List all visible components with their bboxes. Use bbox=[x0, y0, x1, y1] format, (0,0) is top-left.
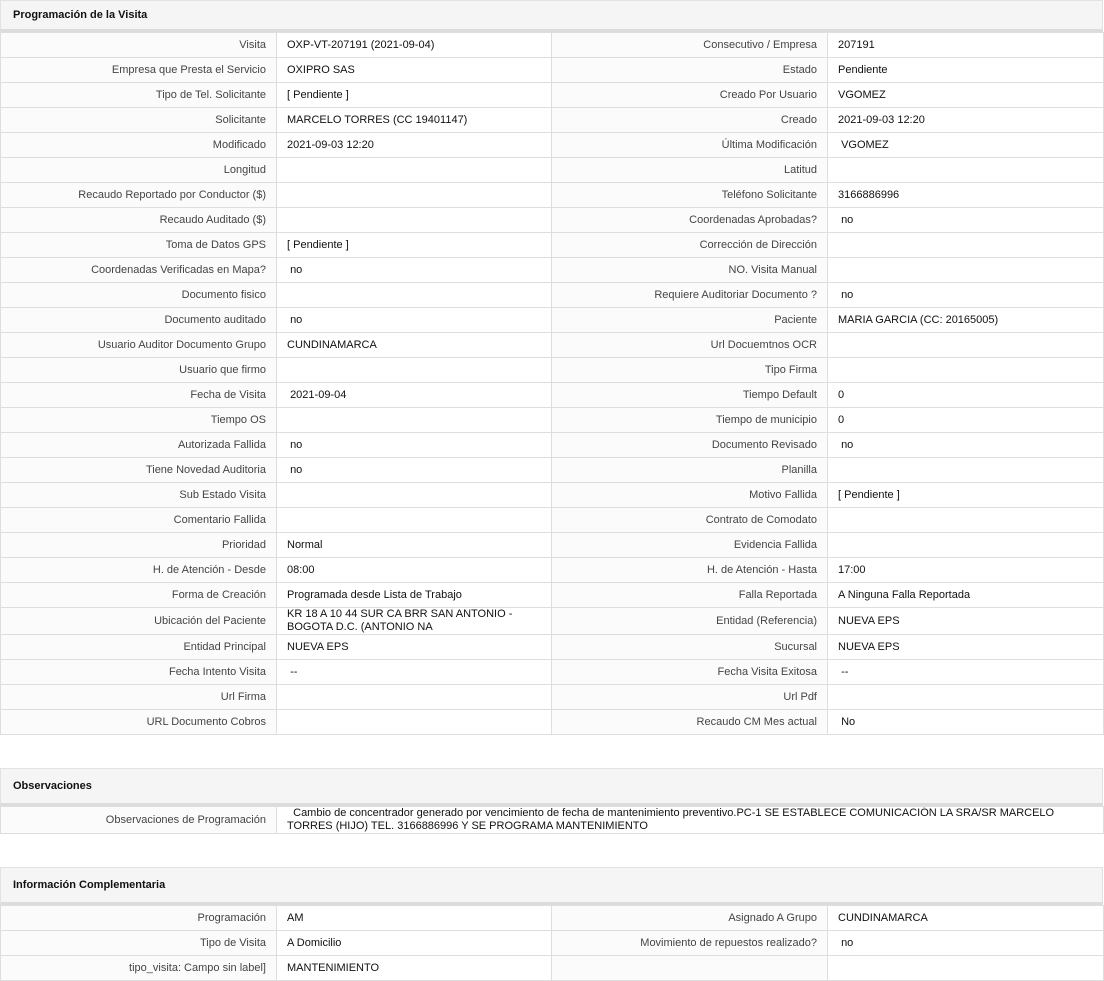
field-label: Toma de Datos GPS bbox=[1, 233, 277, 258]
field-value bbox=[828, 233, 1104, 258]
table-row bbox=[1, 458, 1104, 483]
table-row bbox=[1, 533, 1104, 558]
field-label: Url Firma bbox=[1, 685, 277, 710]
visit-schedule-section-header: Programación de la Visita bbox=[0, 0, 1103, 32]
table-row bbox=[1, 208, 1104, 233]
observaciones-programacion-value: Cambio de concentrador generado por vencimiento de fecha de mantenimiento preventivo.PC-1 SE ESTABLECE COMUNICACIÓN LA SRA/SR MARCELO TORRES (HIJO) TEL. 3166886996 Y SE PROGRAMA MANTENIMIENTO bbox=[277, 807, 1104, 834]
field-value bbox=[277, 283, 552, 308]
field-value bbox=[828, 333, 1104, 358]
field-value: 0 bbox=[828, 383, 1104, 408]
field-value: -- bbox=[828, 660, 1104, 685]
field-label: Documento Revisado bbox=[552, 433, 828, 458]
table-row bbox=[1, 660, 1104, 685]
field-value: 2021-09-03 12:20 bbox=[277, 133, 552, 158]
field-label: Visita bbox=[1, 33, 277, 58]
field-value: 2021-09-03 12:20 bbox=[828, 108, 1104, 133]
field-label bbox=[552, 956, 828, 981]
field-value: A Domicilio bbox=[277, 931, 552, 956]
field-label: Documento fisico bbox=[1, 283, 277, 308]
field-value: 3166886996 bbox=[828, 183, 1104, 208]
field-label: Recaudo Reportado por Conductor ($) bbox=[1, 183, 277, 208]
field-label: Url Docuemtnos OCR bbox=[552, 333, 828, 358]
table-row bbox=[1, 710, 1104, 735]
field-value: NUEVA EPS bbox=[277, 635, 552, 660]
field-value: 08:00 bbox=[277, 558, 552, 583]
field-value: MANTENIMIENTO bbox=[277, 956, 552, 981]
field-value bbox=[277, 408, 552, 433]
field-value: Programada desde Lista de Trabajo bbox=[277, 583, 552, 608]
field-value: 17:00 bbox=[828, 558, 1104, 583]
table-row bbox=[1, 608, 1104, 635]
field-value bbox=[277, 710, 552, 735]
field-label: Estado bbox=[552, 58, 828, 83]
table-row bbox=[1, 258, 1104, 283]
field-value: no bbox=[828, 931, 1104, 956]
field-value bbox=[828, 956, 1104, 981]
table-row bbox=[1, 558, 1104, 583]
table-row bbox=[1, 508, 1104, 533]
field-value bbox=[828, 258, 1104, 283]
table-row bbox=[1, 58, 1104, 83]
table-row bbox=[1, 408, 1104, 433]
field-label: Recaudo CM Mes actual bbox=[552, 710, 828, 735]
field-value: Normal bbox=[277, 533, 552, 558]
field-value: MARCELO TORRES (CC 19401147) bbox=[277, 108, 552, 133]
field-label: Solicitante bbox=[1, 108, 277, 133]
field-label: Tiempo de municipio bbox=[552, 408, 828, 433]
table-row bbox=[1, 583, 1104, 608]
field-label: Consecutivo / Empresa bbox=[552, 33, 828, 58]
field-value: VGOMEZ bbox=[828, 133, 1104, 158]
field-label: Movimiento de repuestos realizado? bbox=[552, 931, 828, 956]
field-value bbox=[828, 533, 1104, 558]
field-label: Fecha Visita Exitosa bbox=[552, 660, 828, 685]
field-label: Tipo de Visita bbox=[1, 931, 277, 956]
table-row bbox=[1, 931, 1104, 956]
field-value bbox=[277, 685, 552, 710]
field-label: Contrato de Comodato bbox=[552, 508, 828, 533]
field-label: Usuario Auditor Documento Grupo bbox=[1, 333, 277, 358]
field-label: Creado bbox=[552, 108, 828, 133]
field-label: Comentario Fallida bbox=[1, 508, 277, 533]
field-label: Longitud bbox=[1, 158, 277, 183]
table-row bbox=[1, 83, 1104, 108]
field-label: Fecha de Visita bbox=[1, 383, 277, 408]
field-value bbox=[277, 508, 552, 533]
field-label: Tiempo OS bbox=[1, 408, 277, 433]
field-value bbox=[277, 158, 552, 183]
field-value bbox=[828, 358, 1104, 383]
field-label: Asignado A Grupo bbox=[552, 906, 828, 931]
field-label: Usuario que firmo bbox=[1, 358, 277, 383]
field-value: [ Pendiente ] bbox=[277, 233, 552, 258]
field-label: Fecha Intento Visita bbox=[1, 660, 277, 685]
field-value: OXIPRO SAS bbox=[277, 58, 552, 83]
table-row bbox=[1, 433, 1104, 458]
field-label: Modificado bbox=[1, 133, 277, 158]
field-label: Autorizada Fallida bbox=[1, 433, 277, 458]
table-row bbox=[1, 183, 1104, 208]
field-value: no bbox=[277, 258, 552, 283]
field-value: AM bbox=[277, 906, 552, 931]
field-label: Tipo de Tel. Solicitante bbox=[1, 83, 277, 108]
field-value: VGOMEZ bbox=[828, 83, 1104, 108]
field-value: 2021-09-04 bbox=[277, 383, 552, 408]
field-value: no bbox=[828, 433, 1104, 458]
field-value: MARIA GARCIA (CC: 20165005) bbox=[828, 308, 1104, 333]
field-value: no bbox=[277, 308, 552, 333]
field-value bbox=[828, 458, 1104, 483]
field-label: Documento auditado bbox=[1, 308, 277, 333]
field-value: No bbox=[828, 710, 1104, 735]
field-label: Requiere Auditoriar Documento ? bbox=[552, 283, 828, 308]
field-value: -- bbox=[277, 660, 552, 685]
field-label: Url Pdf bbox=[552, 685, 828, 710]
field-label: Corrección de Dirección bbox=[552, 233, 828, 258]
table-row bbox=[1, 108, 1104, 133]
field-value bbox=[277, 208, 552, 233]
field-value: 0 bbox=[828, 408, 1104, 433]
table-row bbox=[1, 333, 1104, 358]
field-label: tipo_visita: Campo sin label] bbox=[1, 956, 277, 981]
field-value: Pendiente bbox=[828, 58, 1104, 83]
table-row bbox=[1, 483, 1104, 508]
field-value bbox=[828, 508, 1104, 533]
field-label: Latitud bbox=[552, 158, 828, 183]
complementary-info-section-header: Información Complementaria bbox=[0, 867, 1103, 905]
table-row bbox=[1, 956, 1104, 981]
table-row bbox=[1, 33, 1104, 58]
field-label: Paciente bbox=[552, 308, 828, 333]
table-row bbox=[1, 133, 1104, 158]
field-label: Coordenadas Aprobadas? bbox=[552, 208, 828, 233]
table-row bbox=[1, 383, 1104, 408]
field-label: Tiene Novedad Auditoria bbox=[1, 458, 277, 483]
field-label: Empresa que Presta el Servicio bbox=[1, 58, 277, 83]
field-value: no bbox=[277, 458, 552, 483]
field-value: NUEVA EPS bbox=[828, 608, 1104, 635]
table-row bbox=[1, 635, 1104, 660]
field-value: 207191 bbox=[828, 33, 1104, 58]
field-value: no bbox=[828, 283, 1104, 308]
table-row bbox=[1, 158, 1104, 183]
table-row bbox=[1, 358, 1104, 383]
field-value bbox=[277, 483, 552, 508]
table-row bbox=[1, 308, 1104, 333]
field-value: no bbox=[828, 208, 1104, 233]
field-label: Coordenadas Verificadas en Mapa? bbox=[1, 258, 277, 283]
field-value: CUNDINAMARCA bbox=[277, 333, 552, 358]
table-row bbox=[1, 283, 1104, 308]
field-label: Planilla bbox=[552, 458, 828, 483]
field-label: Ubicación del Paciente bbox=[1, 608, 277, 635]
field-label: H. de Atención - Desde bbox=[1, 558, 277, 583]
field-label: H. de Atención - Hasta bbox=[552, 558, 828, 583]
table-row bbox=[1, 685, 1104, 710]
field-label: Entidad (Referencia) bbox=[552, 608, 828, 635]
field-value: CUNDINAMARCA bbox=[828, 906, 1104, 931]
field-value bbox=[828, 158, 1104, 183]
field-value: [ Pendiente ] bbox=[277, 83, 552, 108]
table-row bbox=[1, 233, 1104, 258]
field-label: Motivo Fallida bbox=[552, 483, 828, 508]
field-label: Tiempo Default bbox=[552, 383, 828, 408]
field-label: Programación bbox=[1, 906, 277, 931]
table-row bbox=[1, 906, 1104, 931]
field-value: OXP-VT-207191 (2021-09-04) bbox=[277, 33, 552, 58]
field-label: Última Modificación bbox=[552, 133, 828, 158]
field-label: Entidad Principal bbox=[1, 635, 277, 660]
visit-schedule-table bbox=[0, 32, 1104, 735]
field-value bbox=[828, 685, 1104, 710]
field-value: KR 18 A 10 44 SUR CA BRR SAN ANTONIO - BOGOTA D.C. (ANTONIO NA bbox=[277, 608, 552, 635]
field-label: URL Documento Cobros bbox=[1, 710, 277, 735]
field-value bbox=[277, 358, 552, 383]
field-value: NUEVA EPS bbox=[828, 635, 1104, 660]
field-label: Prioridad bbox=[1, 533, 277, 558]
field-label: Teléfono Solicitante bbox=[552, 183, 828, 208]
field-label: Forma de Creación bbox=[1, 583, 277, 608]
field-label: Sucursal bbox=[552, 635, 828, 660]
field-label: Creado Por Usuario bbox=[552, 83, 828, 108]
field-label: Sub Estado Visita bbox=[1, 483, 277, 508]
field-label: Tipo Firma bbox=[552, 358, 828, 383]
field-label: Falla Reportada bbox=[552, 583, 828, 608]
field-value: no bbox=[277, 433, 552, 458]
field-label: Recaudo Auditado ($) bbox=[1, 208, 277, 233]
observations-table bbox=[0, 806, 1104, 834]
observaciones-programacion-label: Observaciones de Programación bbox=[1, 807, 277, 834]
field-label: NO. Visita Manual bbox=[552, 258, 828, 283]
field-value bbox=[277, 183, 552, 208]
field-value: A Ninguna Falla Reportada bbox=[828, 583, 1104, 608]
field-value: [ Pendiente ] bbox=[828, 483, 1104, 508]
field-label: Evidencia Fallida bbox=[552, 533, 828, 558]
observations-section-header: Observaciones bbox=[0, 768, 1103, 806]
